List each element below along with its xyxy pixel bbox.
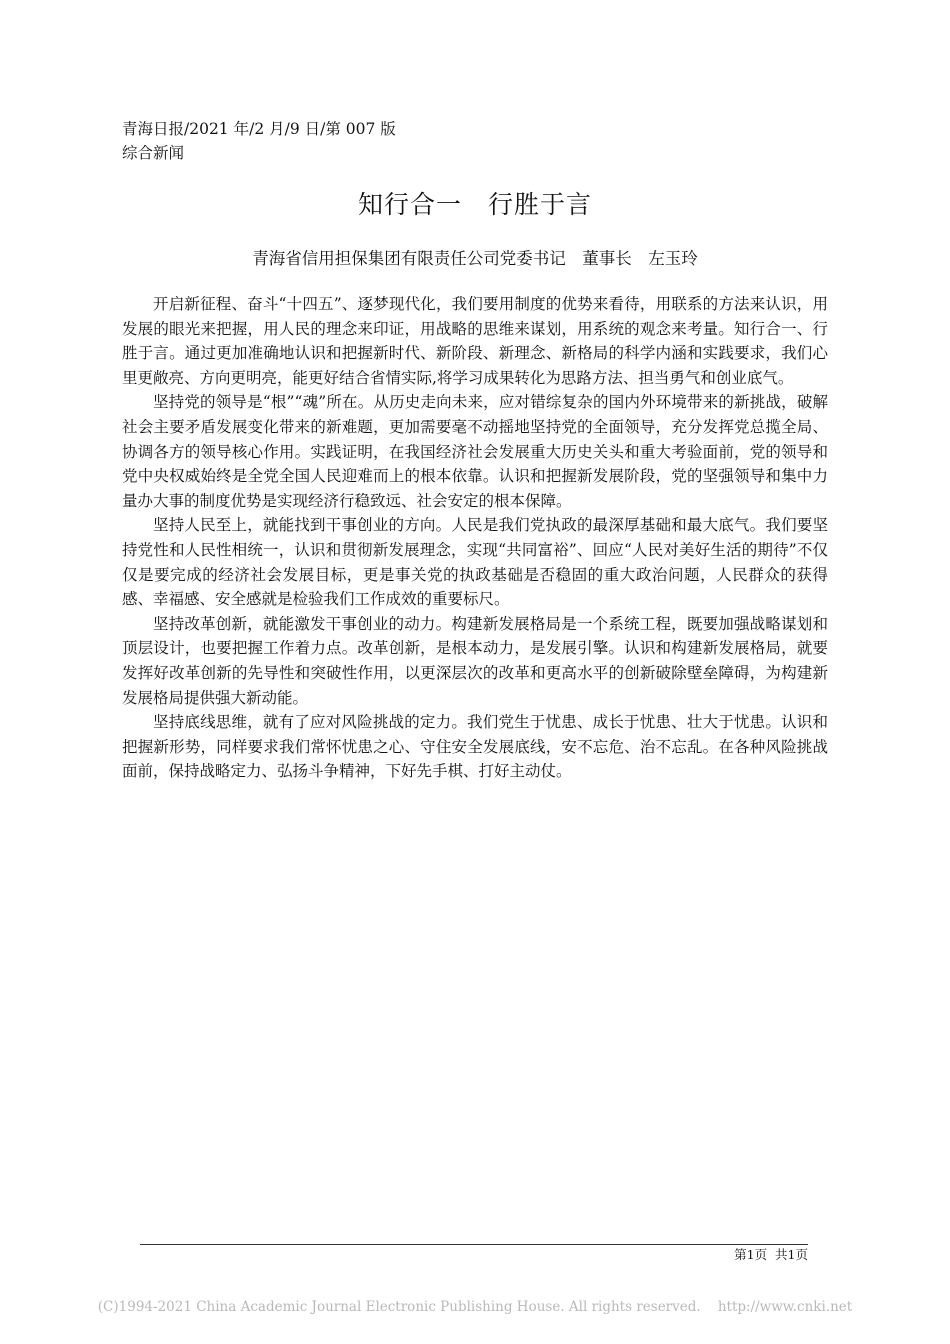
footer-divider	[140, 1244, 808, 1245]
article-byline: 青海省信用担保集团有限责任公司党委书记 董事长 左玉玲	[252, 249, 698, 268]
publication-source: 青海日报/2021 年/2 月/9 日/第 007 版	[122, 120, 396, 138]
page-number: 第1页 共1页	[734, 1247, 808, 1262]
article-title: 知行合一 行胜于言	[357, 190, 592, 219]
article-paragraph: 开启新征程、奋斗“十四五”、逐梦现代化，我们要用制度的优势来看待，用联系的方法来认识，用发展的眼光来把握，用人民的理念来印证，用战略的思维来谋划，用系统的观念来考量。知行合一、行胜于言。通过更加准确地认识和把握新时代、新阶段、新理念、新格局的科学内涵和实践要求，我们心里更敞亮、方向更明亮，能更好结合省情实际,将学习成果转化为思路方法、担当勇气和创业底气。	[122, 295, 828, 387]
section-name: 综合新闻	[122, 144, 185, 162]
article-paragraph: 坚持改革创新，就能激发干事创业的动力。构建新发展格局是一个系统工程，既要加强战略谋划和顶层设计，也要把握工作着力点。改革创新，是根本动力，是发展引擎。认识和构建新发展格局，就要发挥好改革创新的先导性和突破性作用，以更深层次的改革和更高水平的创新破除壁垒障碍，为构建新发展格局提供强大新动能。	[122, 614, 828, 707]
article-paragraph: 坚持党的领导是“根”“魂”所在。从历史走向未来，应对错综复杂的国内外环境带来的新挑战，破解社会主要矛盾发展变化带来的新难题，更加需要毫不动摇地坚持党的全面领导，充分发挥党总揽全局、协调各方的领导核心作用。实践证明，在我国经济社会发展重大历史关头和重大考验面前，党的领导和党中央权威始终是全党全国人民迎难而上的根本依靠。认识和把握新发展阶段，党的坚强领导和集中力量办大事的制度优势是实现经济行稳致远、社会安定的根本保障。	[122, 393, 828, 510]
article-paragraph: 坚持人民至上，就能找到干事创业的方向。人民是我们党执政的最深厚基础和最大底气。我们要坚持党性和人民性相统一，认识和贯彻新发展理念，实现“共同富裕”、回应“人民对美好生活的期待”不仅仅是要完成的经济社会发展目标，更是事关党的执政基础是否稳固的重大政治问题，人民群众的获得感、幸福感、安全感就是检验我们工作成效的重要标尺。	[122, 516, 828, 609]
copyright-watermark: (C)1994-2021 China Academic Journal Electronic Publishing House. All rights reserved. http://www.cnki.net	[97, 1299, 853, 1315]
article-body	[122, 292, 828, 784]
article-paragraph: 坚持底线思维，就有了应对风险挑战的定力。我们党生于忧患、成长于忧患、壮大于忧患。认识和把握新形势，同样要求我们常怀忧患之心、守住安全发展底线，安不忘危、治不忘乱。在各种风险挑战面前，保持战略定力、弘扬斗争精神，下好先手棋、打好主动仗。	[122, 713, 828, 781]
